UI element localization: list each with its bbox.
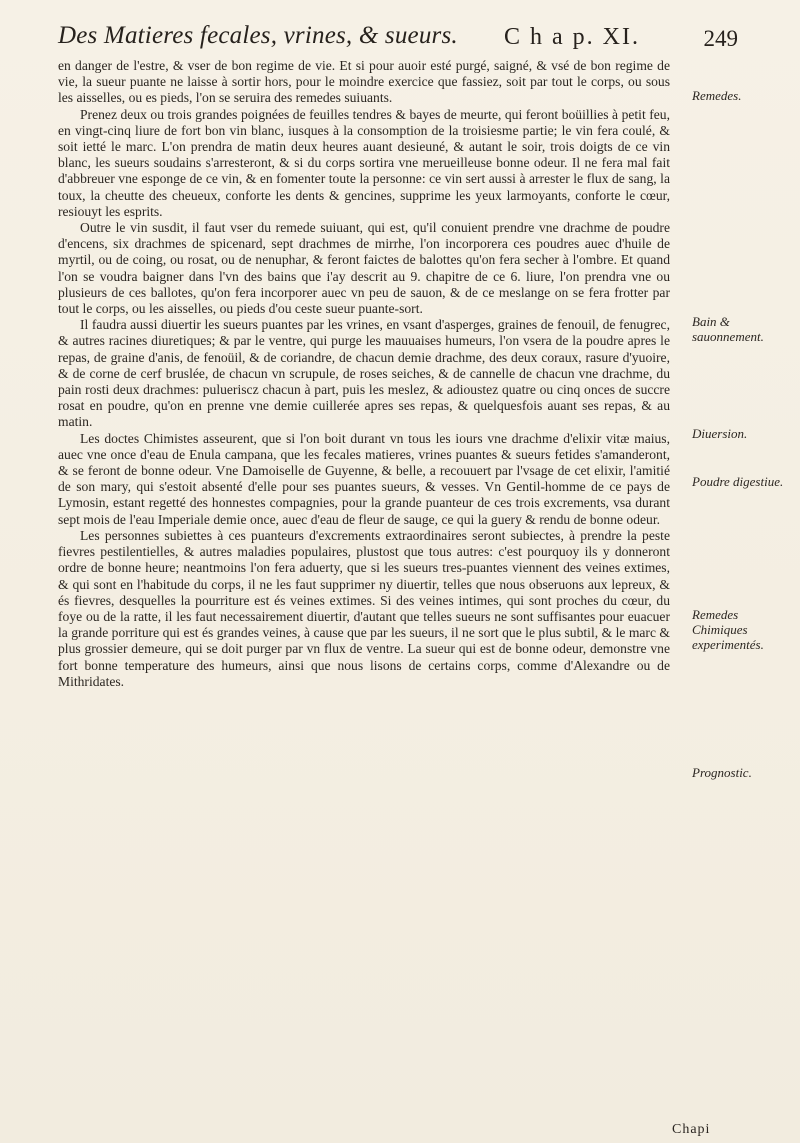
paragraph-6: Les personnes subiettes à ces puanteurs d'excrements extraordinaires seront subiectes, à prendre la peste fievres pestilentielles, & autres maladies populaires, plustost que tous autres: c'est pourquoy ils y donneront ordre de bonne heure; neantmoins l'on fera aduerty, que si les sueurs tres-puantes viennent des veines extimes, & qui sont en l'habitude du corps, il ne les faut supprimer ny diuertir, telles que nous obseruons aux lepreux, & és fievres, desquelles la pourriture est és veines extimes. Si des veines intimes, qui sont proches du cœur, du foye ou de la ratte, il les faut necessairement diuertir, d'autant que telles sueurs ne sont suffisantes pour euacuer la grande porriture qui est és grandes veines, à cause que par les sueurs, il ne sort que le plus subtil, & le marc & plus grossier demeure, qui se doit purger par vn flux de ventre. La sueur qui est de bonne odeur, demonstre vne fort bonne temperature des humeurs, ainsi que nous lisons de certains corps, comme d'Alexandre ou de Mithridates.: [58, 527, 670, 689]
margin-note-diuersion: Diuersion.: [692, 426, 748, 441]
margin-note-prognostic: Prognostic.: [692, 765, 752, 780]
margin-note-bain: Bain & sauonnement.: [692, 314, 764, 344]
catchword: Chapi: [672, 1122, 711, 1137]
running-header: [58, 14, 738, 58]
paragraph-4: Il faudra aussi diuertir les sueurs puantes par les vrines, en vsant d'asperges, graines de fenouil, de fenugrec, & autres racines diuretiques; & par le ventre, qui purge les mauuaises humeurs, l'on vsera de la poudre apres le repas, de graine d'anis, de fenoüil, & de coriandre, de chacun demie drachme, des deux coraux, rasure d'yuoire, & de corne de cerf bruslée, de chacun vn scrupule, de roses seiches, & de cannelle de chacun vne drachme, du pain rosti deux drachmes: pulueriscz chacun à part, puis les meslez, & adioustez quatre ou cinq onces de succre rosat en poudre, qu'on en prenne vne demie cuillerée apres ses repas, & quelquesfois auant ses repas, & au matin.: [58, 317, 670, 430]
margin-note-chimiques: Remedes Chimiques experimentés.: [692, 607, 764, 652]
margin-note-poudre: Poudre digestiue.: [692, 474, 784, 489]
paragraph-3: Outre le vin susdit, il faut vser du remede suiuant, qui est, qu'il conuient prendre vne drachme de poudre d'encens, six drachmes de spicenard, sept drachmes de mirrhe, l'on incorporera ces poudres auec d'huile de myrtil, ou de coing, ou rosat, ou de nenuphar, & feront faictes de balottes qu'on fera secher à l'ombre. Et quand l'on se voudra baigner dans l'vn des bains que i'ay descrit au 9. chapitre de ce 6. liure, l'on prendra vne ou plusieurs de ces ballotes, qu'on fera incorporer auec vn peu de sauon, & de ce meslange on se fera frotter par tout le corps, ou les aisselles, ou pieds d'ou ceste sueur puante-sort.: [58, 220, 670, 317]
body-text: [58, 58, 670, 690]
running-title: Des Matieres fecales, vrines, & sueurs.: [58, 22, 458, 49]
margin-note-remedes: Remedes.: [692, 88, 742, 103]
paragraph-2: Prenez deux ou trois grandes poignées de feuilles tendres & bayes de meurte, qui feront boüillies à petit feu, en vingt-cinq liure de fort bon vin blanc, iusques à la consomption de la troisiesme partie; le vin fera coulé, & soit ietté le marc. L'on prendra de matin deux heures auant desieuné, & autant le soir, trois doigts de ce vin blanc, les sueurs soudains s'arresteront, & si du corps sortira vne merueilleuse bonne odeur. Il ne fera mal fait d'abbreuer vne esponge de ce vin, & en fomenter toute la personne: ce vin sert aussi à arrester le flux de sang, la toux, la cheutte des cheueux, conforte les dents & gencines, supprime les yeux larmoyants, conforte le cœur, resiouyt les esprits.: [58, 106, 670, 219]
paragraph-5: Les doctes Chimistes asseurent, que si l'on boit durant vn tous les iours vne drachme d'elixir vitæ maius, auec vne once d'eau de Enula campana, que les fecales matieres, vrines puantes & sueurs fetides s'amanderont, & se feront de bonne odeur. Vne Damoiselle de Guyenne, & belle, a recouuert par l'vsage de cet elixir, l'amitié de son mary, qui s'estoit absenté d'elle pour ses puantes sueurs, & vesses. Vn Gentil-homme de ce pays de Lymosin, estant regetté des honnestes compagnies, pour la grande puanteur de ces trois excrements, vsa durant sept mois de l'eau Imperiale demie once, auec d'eau de fleur de sauge, ce qui la guery & rendu de bonne odeur.: [58, 430, 670, 527]
chapter-label: C h a p. XI.: [504, 24, 640, 50]
page-number: 249: [703, 26, 738, 51]
paragraph-1: en danger de l'estre, & vser de bon regime de vie. Et si pour auoir esté purgé, saigné, & vsé de bon regime de vie, la sueur puante ne laisse à sortir hors, pour le moindre exercice que fassiez, soit par tout le corps, ou sous les aisselles, ou es pieds, l'on se seruira des remedes suiuants.: [58, 58, 670, 106]
